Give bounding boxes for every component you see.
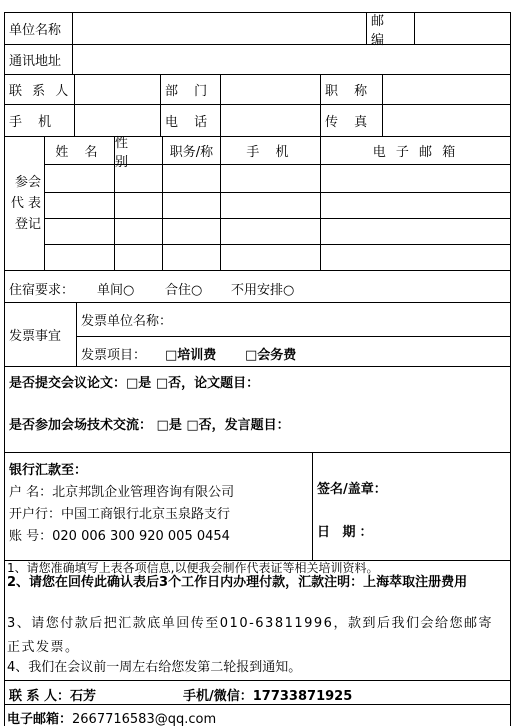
contact-field[interactable] [74,74,161,105]
contact-person: 联 系 人：石芳 [9,689,97,704]
bank-heading: 银行汇款至： [9,463,88,478]
invoice-items-label: 发票项目： [81,348,147,363]
paper-no-checkbox[interactable]: □否 [155,376,182,391]
invoice-label [4,302,77,367]
attendee-4-name-field[interactable] [44,244,115,271]
attendee-header-name [44,136,115,165]
attendee-3-position-field[interactable] [162,218,221,245]
mobile-label [4,104,75,137]
contact-email-value[interactable]: 2667716583@qq.com [72,712,217,726]
attendee-4-gender-field[interactable] [114,244,163,271]
notes [4,560,511,681]
accommodation-label: 住宿要求： [9,283,75,298]
phone-label [160,104,221,137]
signature-area[interactable] [312,452,511,561]
invoice-unit-name-label: 发票单位名称： [81,314,173,329]
contact-label-text: 联 系 人 [9,84,72,99]
attendee-3-mobile-field[interactable] [220,218,321,245]
attendee-2-gender-field[interactable] [114,192,163,219]
attendee-3-email-field[interactable] [320,218,511,245]
postcode-field[interactable] [414,12,511,45]
contact-mobile: 手机/微信：17733871925 [183,689,353,704]
note-1: 1、请您准确填写上表各项信息,以便我会制作代表证等相关培训资料。 [7,561,379,575]
invoice-items-row [76,336,511,367]
bank-account-number: 账 号：020 006 300 920 005 0454 [9,529,230,544]
accommodation-row [4,270,511,303]
contact-row [4,680,511,705]
attendee-2-position-field[interactable] [162,192,221,219]
exchange-no-checkbox[interactable]: □否 [186,418,212,433]
contact-email [7,708,216,726]
invoice-item-training-fee-checkbox[interactable]: □培训费 [165,348,217,363]
attendee-section-label-line-3: 登记 [14,217,41,232]
attendee-header-position-text: 职务/称 [169,145,214,160]
bank-account-name: 户 名：北京邦凯企业管理咨询有限公司 [9,485,235,500]
attendee-1-gender-field[interactable] [114,164,163,193]
mobile-label-text: 手 机 [9,115,58,130]
phone-label-text: 电 话 [165,115,214,130]
invoice-unit-name-field[interactable] [76,302,511,337]
attendee-header-email [320,136,511,165]
note-4: 4、我们在会议前一周左右给您发第二轮报到通知。 [7,660,302,675]
invoice-label-text: 发票事宜 [9,329,62,344]
department-field[interactable] [220,74,321,105]
attendee-4-mobile-field[interactable] [220,244,321,271]
department-label [160,74,221,105]
attendee-section-label [4,136,45,271]
department-label-text: 部 门 [165,84,214,99]
address-field[interactable] [72,44,511,75]
attendee-section-label-line-1: 参会 [14,175,41,190]
attendee-2-email-field[interactable] [320,192,511,219]
email-row [4,704,511,726]
accommodation-option-single-room[interactable]: 单间○ [97,283,135,298]
paper-question-suffix: ，论文题目： [181,376,260,391]
note-3: 3、请您付款后把汇款底单回传至010-63811996，款到后我们会给您邮寄正式发票。 [7,616,493,655]
attendee-1-name-field[interactable] [44,164,115,193]
address-label [4,44,73,75]
contact-email-label: 电子邮箱： [7,712,73,726]
accommodation-option-no-arrangement[interactable]: 不用安排○ [231,283,295,298]
invoice-item-conference-fee-checkbox[interactable]: □会务费 [245,348,297,363]
attendee-header-name-text: 姓 名 [55,145,104,160]
fax-label-text: 传 真 [325,115,374,130]
attendee-2-name-field[interactable] [44,192,115,219]
phone-field[interactable] [220,104,321,137]
participation-questions [4,366,511,453]
attendee-header-gender [114,135,163,170]
unit-name-label [4,12,73,45]
fax-field[interactable] [382,104,511,137]
attendee-header-gender-text: 性 别 [115,135,135,170]
attendee-2-mobile-field[interactable] [220,192,321,219]
exchange-question-prefix: 是否参加会场技术交流： [9,418,153,433]
attendee-1-email-field[interactable] [320,164,511,193]
address-label-text: 通讯地址 [9,54,62,69]
paper-question [9,372,259,391]
attendee-4-position-field[interactable] [162,244,221,271]
attendee-1-position-field[interactable] [162,164,221,193]
postcode-label [366,12,415,48]
bank-name: 开户行：中国工商银行北京玉泉路支行 [9,507,231,522]
accommodation-option-shared-room[interactable]: 合住○ [165,283,203,298]
attendee-4-email-field[interactable] [320,244,511,271]
paper-question-prefix: 是否提交会议论文： [9,376,127,391]
attendee-3-name-field[interactable] [44,218,115,245]
exchange-yes-checkbox[interactable]: □是 [156,418,182,433]
unit-name-field[interactable] [72,12,367,45]
attendee-3-gender-field[interactable] [114,218,163,245]
signature-label: 签名/盖章： [317,482,387,497]
job-title-label [320,74,383,105]
fax-label [320,104,383,137]
job-title-field[interactable] [382,74,511,105]
attendee-header-mobile-text: 手 机 [246,145,295,160]
paper-yes-checkbox[interactable]: □是 [126,376,152,391]
note-2: 2、请您在回传此确认表后3个工作日内办理付款，汇款注明：上海萃取注册费用 [7,575,468,590]
date-label: 日 期： [317,525,377,540]
attendee-header-position [162,136,221,165]
attendee-header-mobile [220,136,321,165]
exchange-question-suffix: ，发言题目： [211,418,290,433]
job-title-label-text: 职 称 [325,84,374,99]
bank-info [4,452,313,561]
contact-label [4,74,75,105]
attendee-header-email-text: 电 子 邮 箱 [372,145,459,160]
exchange-question [9,414,290,433]
attendee-section-label-line-2: 代 表 [10,196,41,211]
postcode-label-text: 邮 编 [371,13,391,48]
attendee-1-mobile-field[interactable] [220,164,321,193]
unit-name-label-text: 单位名称 [9,23,62,38]
